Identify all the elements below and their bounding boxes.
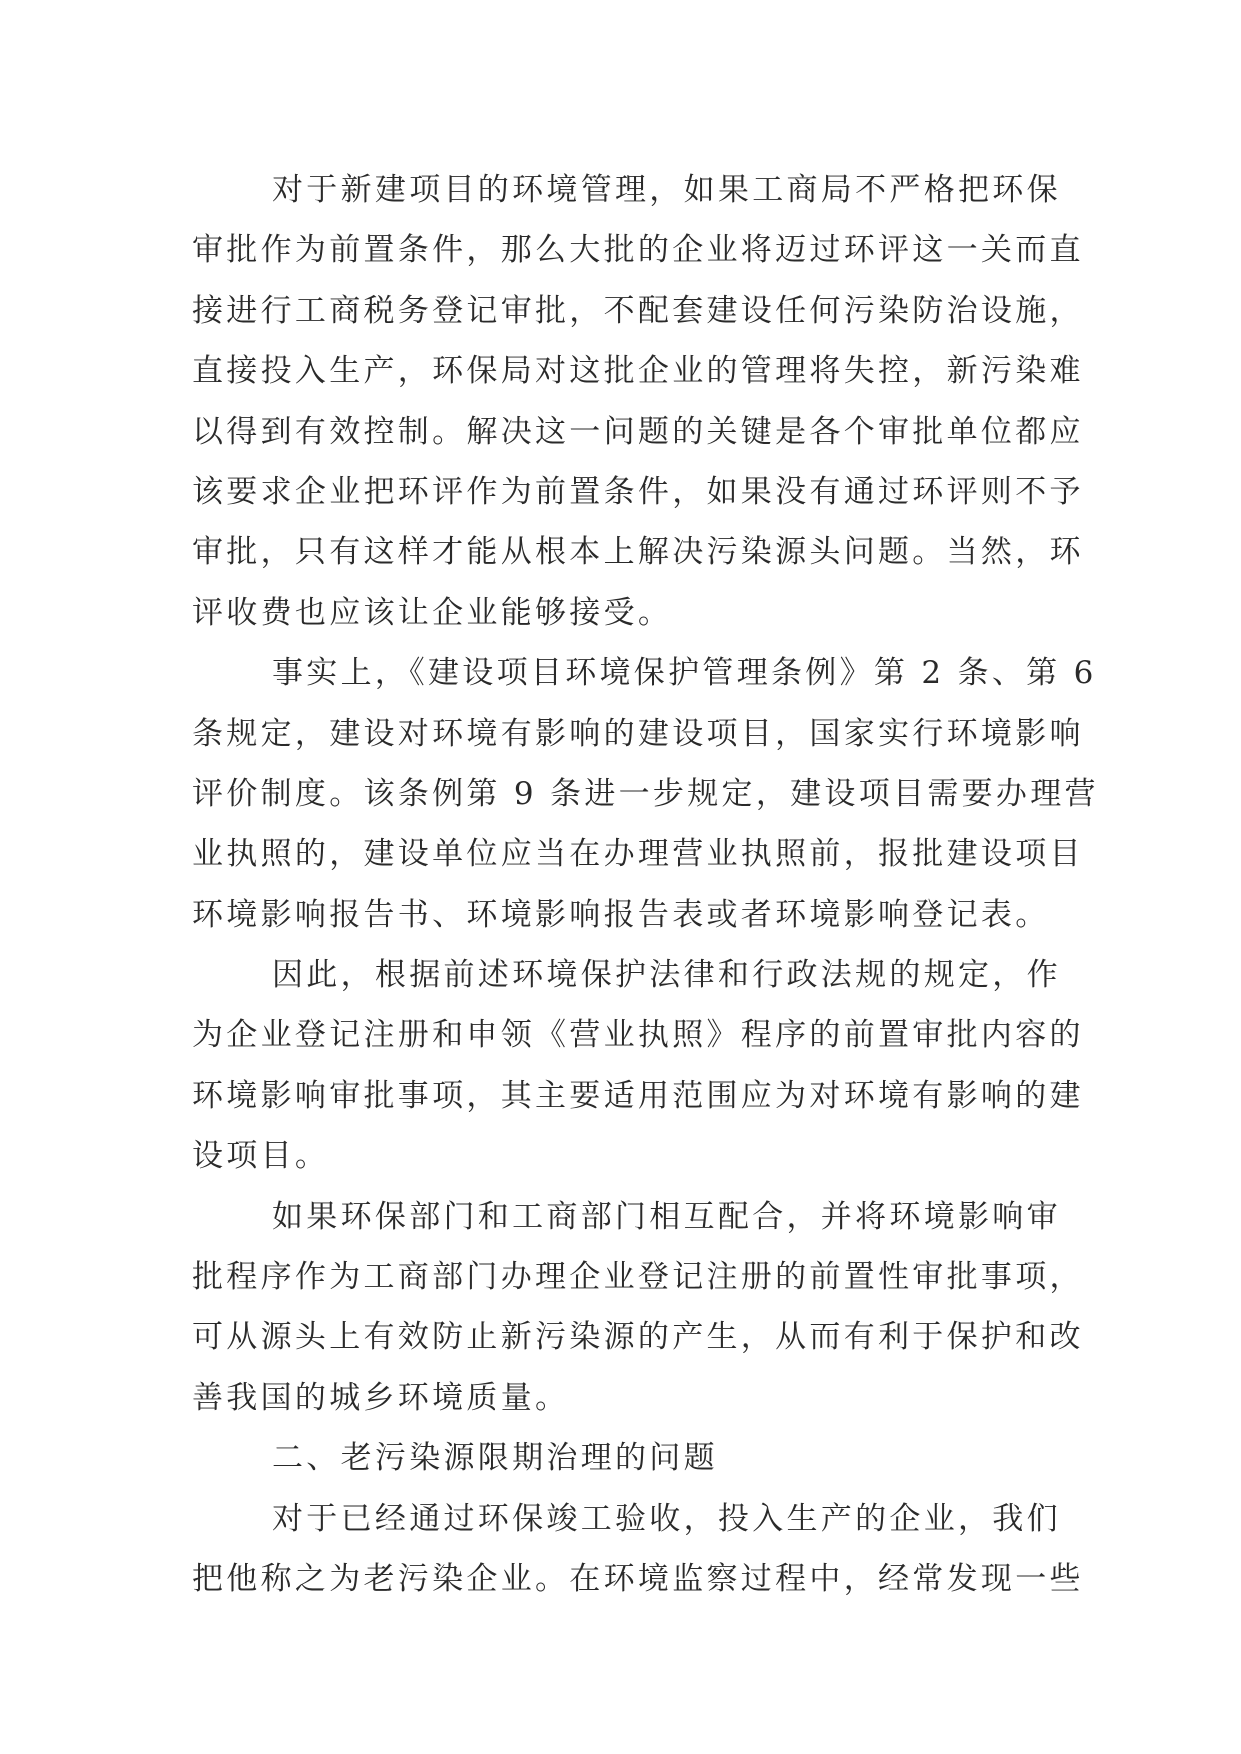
text-line: 把他称之为老污染企业。在环境监察过程中，经常发现一些 (192, 1560, 1084, 1597)
text-line: 以得到有效控制。解决这一问题的关键是各个审批单位都应 (192, 413, 1084, 450)
text-line: 评价制度。该条例第 9 条进一步规定，建设项目需要办理营 (192, 775, 1099, 812)
text-line: 审批作为前置条件，那么大批的企业将迈过环评这一关而直 (192, 232, 1084, 269)
text-line: 对于新建项目的环境管理，如果工商局不严格把环保 (272, 172, 1061, 208)
text-line: 设项目。 (192, 1138, 330, 1175)
text-line: 接进行工商税务登记审批，不配套建设任何污染防治设施， (192, 292, 1084, 329)
paragraph (192, 1187, 1084, 1429)
text-line: 该要求企业把环评作为前置条件，如果没有通过环评则不予 (192, 473, 1084, 510)
text-line: 如果环保部门和工商部门相互配合，并将环境影响审 (272, 1198, 1061, 1235)
text-line: 环境影响报告书、环境影响报告表或者环境影响登记表。 (192, 896, 1050, 933)
text-line: 事实上，《建设项目环境保护管理条例》第 2 条、第 6 (272, 655, 1097, 692)
paragraph (192, 1489, 1084, 1610)
text-line: 环境影响审批事项，其主要适用范围应为对环境有影响的建 (192, 1077, 1084, 1114)
text-line: 条规定，建设对环境有影响的建设项目，国家实行环境影响 (192, 715, 1084, 752)
section-heading-text: 二、老污染源限期治理的问题 (272, 1440, 718, 1477)
text-line: 批程序作为工商部门办理企业登记注册的前置性审批事项， (192, 1259, 1084, 1296)
text-line: 评收费也应该让企业能够接受。 (192, 594, 673, 631)
paragraph (192, 643, 1099, 945)
paragraph (192, 160, 1084, 643)
text-line: 直接投入生产，环保局对这批企业的管理将失控，新污染难 (192, 353, 1084, 390)
document-body (192, 160, 1099, 1609)
paragraph (192, 945, 1084, 1187)
text-line: 对于已经通过环保竣工验收，投入生产的企业，我们 (272, 1500, 1061, 1537)
text-line: 可从源头上有效防止新污染源的产生，从而有利于保护和改 (192, 1319, 1084, 1356)
section-heading (192, 1428, 1072, 1488)
text-line: 善我国的城乡环境质量。 (192, 1379, 570, 1416)
text-line: 为企业登记注册和申领《营业执照》程序的前置审批内容的 (192, 1017, 1084, 1054)
text-line: 审批，只有这样才能从根本上解决污染源头问题。当然，环 (192, 534, 1084, 571)
text-line: 业执照的，建设单位应当在办理营业执照前，报批建设项目 (192, 836, 1084, 873)
text-line: 因此，根据前述环境保护法律和行政法规的规定，作 (272, 957, 1061, 994)
